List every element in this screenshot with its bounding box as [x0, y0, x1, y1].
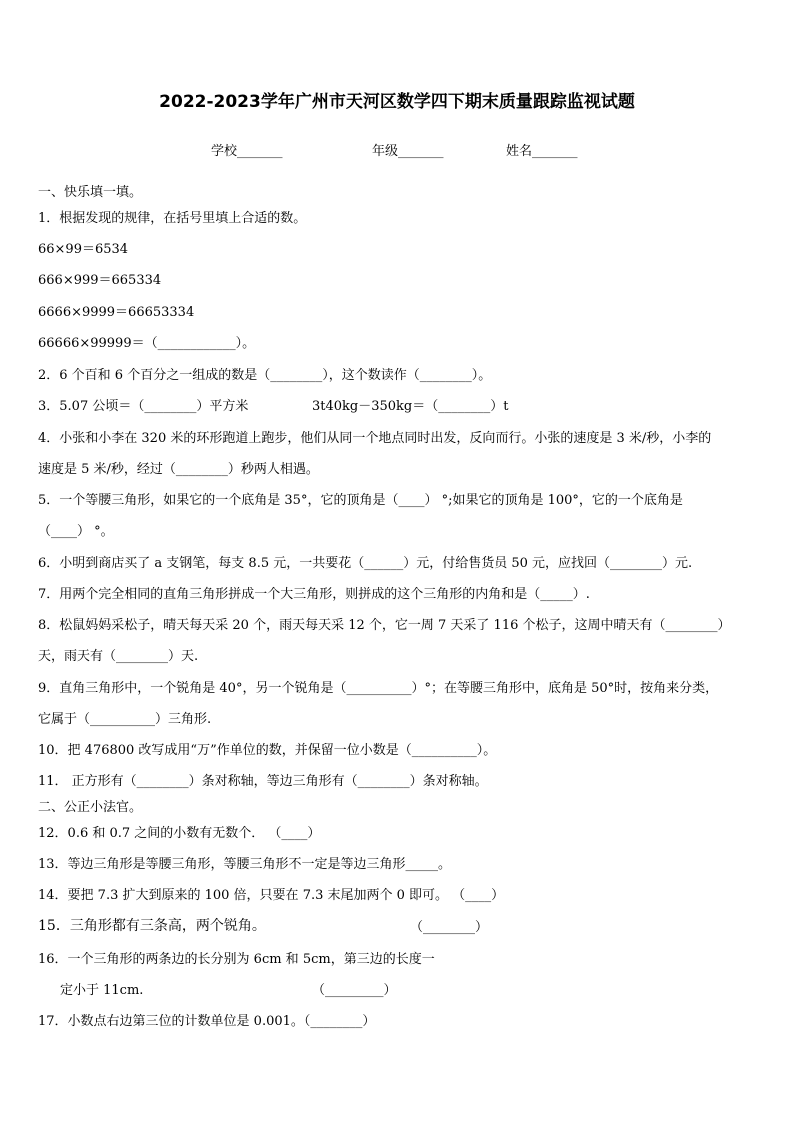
question-1: 1．根据发现的规律，在括号里填上合适的数。 — [38, 211, 307, 226]
question-4-line-1: 4．小张和小李在 320 米的环形跑道上跑步，他们从同一个地点同时出发，反向而行。小张的速度是 3 米/秒，小李的 — [38, 431, 712, 446]
question-3-a: 3．5.07 公顷＝（________）平方米 — [38, 399, 249, 414]
question-5-line-1: 5．一个等腰三角形，如果它的一个底角是 35°，它的顶角是（____） °;如果它的顶角是 100°，它的一个底角是 — [38, 493, 683, 508]
question-1-eq-c: 6666×9999＝66653334 — [38, 305, 195, 320]
question-16-line-2: 定小于 11cm. — [60, 983, 144, 998]
question-14: 14．要把 7.3 扩大到原来的 100 倍，只要在 7.3 末尾加两个 0 即可。 （____） — [38, 888, 505, 903]
question-10: 10．把 476800 改写成用“万”作单位的数，并保留一位小数是（__________）。 — [38, 743, 497, 758]
section-heading-fill: 一、快乐填一填。 — [38, 185, 143, 200]
question-2: 2．6 个百和 6 个百分之一组成的数是（________），这个数读作（________）。 — [38, 368, 492, 383]
question-8-line-1: 8．松鼠妈妈采松子，晴天每天采 20 个，雨天每天采 12 个，它一周 7 天采了 116 个松子，这周中晴天有（________） — [38, 618, 731, 633]
grade-field[interactable]: 年级_______ — [372, 144, 444, 159]
question-12: 12．0.6 和 0.7 之间的小数有无数个． （____） — [38, 826, 321, 841]
question-9-line-1: 9．直角三角形中，一个锐角是 40°，另一个锐角是（__________）°；在等腰三角形中，底角是 50°时，按角来分类， — [38, 681, 719, 696]
question-7: 7．用两个完全相同的直角三角形拼成一个大三角形，则拼成的这个三角形的内角和是（_____）. — [38, 587, 590, 602]
page-title: 2022-2023学年广州市天河区数学四下期末质量跟踪监视试题 — [159, 92, 635, 112]
question-16-line-1: 16．一个三角形的两条边的长分别为 6cm 和 5cm，第三边的长度一 — [38, 952, 435, 967]
question-16-answer: （_________） — [312, 983, 397, 998]
question-6: 6．小明到商店买了 a 支钢笔，每支 8.5 元，一共要花（______）元，付给售货员 50 元，应找回（________）元. — [38, 556, 693, 571]
question-17: 17．小数点右边第三位的计数单位是 0.001。（________） — [38, 1014, 376, 1029]
question-1-eq-a: 66×99＝6534 — [38, 242, 129, 257]
question-15-answer: （________） — [410, 920, 489, 935]
question-11: 11． 正方形有（________）条对称轴，等边三角形有（________）条对称轴。 — [38, 774, 488, 789]
question-13: 13．等边三角形是等腰三角形，等腰三角形不一定是等边三角形_____。 — [38, 857, 452, 872]
question-5-line-2: （____） °。 — [38, 524, 114, 539]
section-heading-judge: 二、公正小法官。 — [38, 800, 143, 815]
name-field[interactable]: 姓名_______ — [506, 144, 578, 159]
question-1-eq-b: 666×999＝665334 — [38, 273, 162, 288]
question-3-b: 3t40kg－350kg＝（________）t — [312, 399, 509, 414]
question-4-line-2: 速度是 5 米/秒，经过（________）秒两人相遇。 — [38, 462, 319, 477]
question-9-line-2: 它属于（__________）三角形. — [38, 712, 212, 727]
question-1-eq-d: 66666×99999＝（____________）。 — [38, 336, 256, 351]
question-8-line-2: 天，雨天有（________）天. — [38, 649, 199, 664]
school-field[interactable]: 学校_______ — [211, 144, 283, 159]
question-15: 15．三角形都有三条高，两个锐角。 — [38, 918, 266, 934]
